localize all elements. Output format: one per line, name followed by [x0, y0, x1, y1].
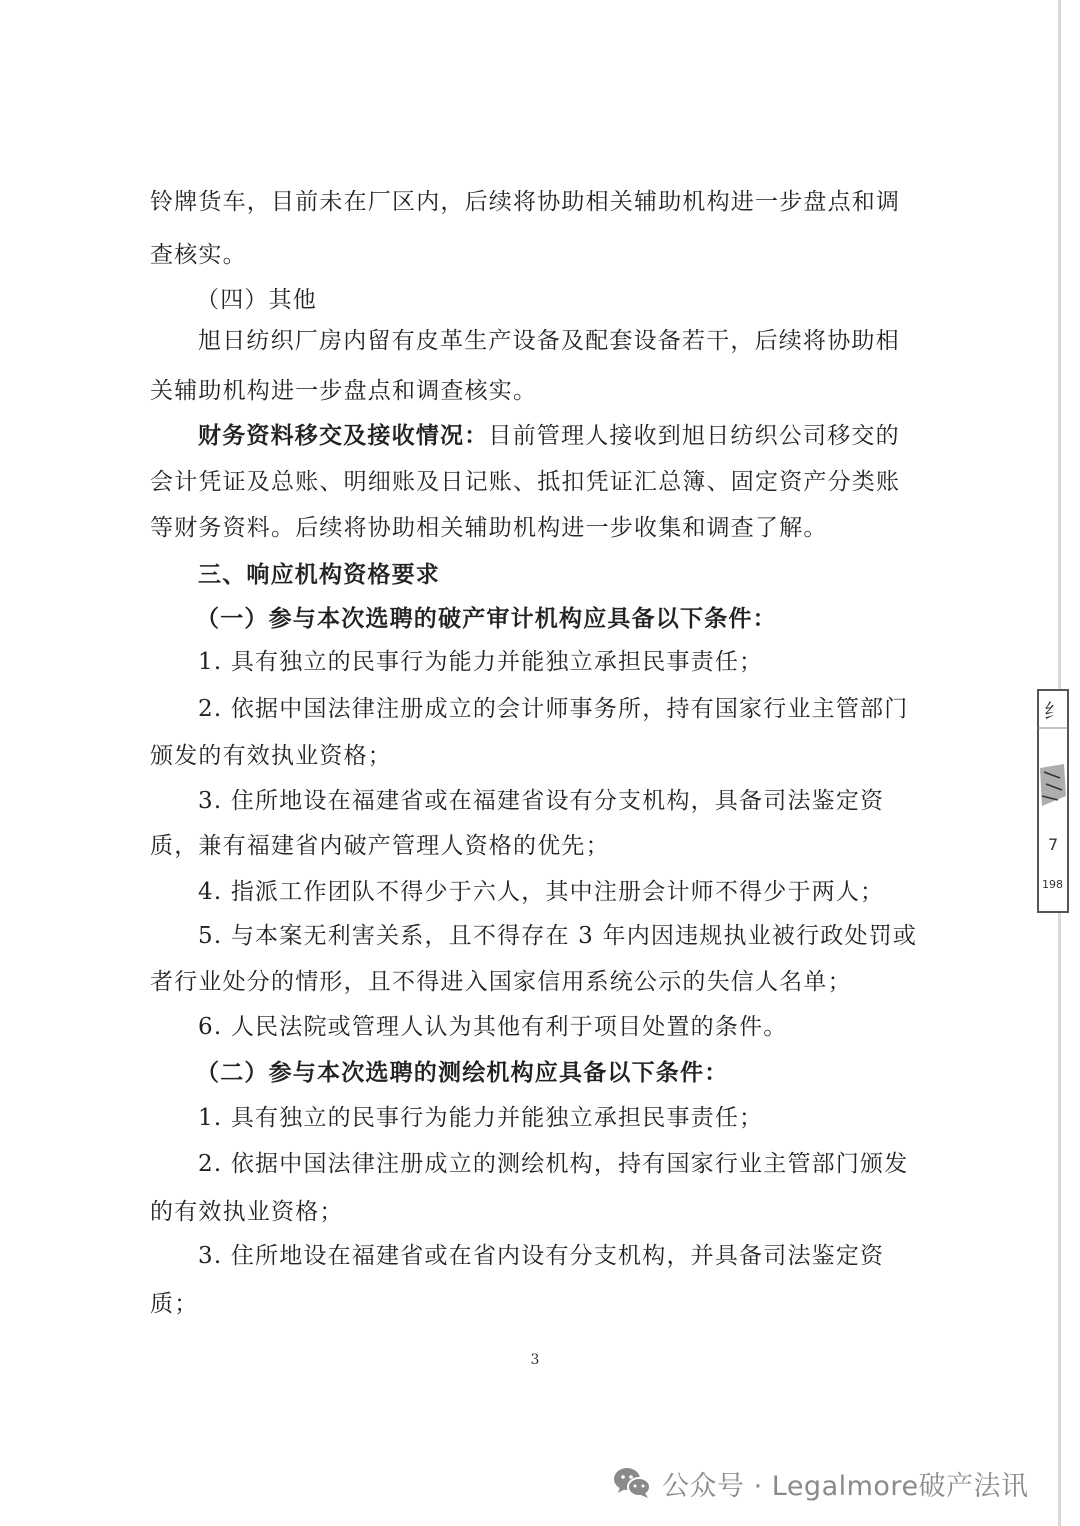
body-line: 旭日纺织厂房内留有皮革生产设备及配套设备若干，后续将协助相 [198, 328, 900, 354]
seal-text-bottom: 198 [1042, 878, 1063, 891]
body-line: 等财务资料。后续将协助相关辅助机构进一步收集和调查了解。 [150, 515, 828, 541]
body-line: 会计凭证及总账、明细账及日记账、抵扣凭证汇总簿、固定资产分类账 [150, 469, 901, 495]
section-heading-other: （四）其他 [196, 287, 317, 313]
page-number: 3 [530, 1352, 540, 1368]
list-item: 1. 具有独立的民事行为能力并能独立承担民事责任； [198, 649, 764, 675]
list-item-continuation: 者行业处分的情形，且不得进入国家信用系统公示的失信人名单； [150, 969, 852, 995]
finance-text: 目前管理人接收到旭日纺织公司移交的 [488, 423, 900, 449]
section-heading-qualification: 三、响应机构资格要求 [198, 561, 440, 588]
list-item: 1. 具有独立的民事行为能力并能独立承担民事责任； [198, 1105, 764, 1131]
list-item-continuation: 的有效执业资格； [150, 1199, 344, 1225]
finance-heading: 财务资料移交及接收情况： [198, 422, 489, 449]
seal-fragment [1034, 688, 1070, 914]
list-item: 3. 住所地设在福建省或在省内设有分支机构，并具备司法鉴定资 [198, 1243, 885, 1269]
body-line: 关辅助机构进一步盘点和调查核实。 [150, 378, 538, 404]
watermark [612, 1458, 1029, 1508]
subsection-heading-survey: （二）参与本次选聘的测绘机构应具备以下条件： [196, 1059, 729, 1086]
subsection-heading-audit: （一）参与本次选聘的破产审计机构应具备以下条件： [196, 605, 777, 632]
seal-text-middle: 7 [1048, 835, 1059, 854]
list-item: 4. 指派工作团队不得少于六人，其中注册会计师不得少于两人； [198, 879, 885, 905]
finance-paragraph-line [198, 424, 960, 448]
list-item: 6. 人民法院或管理人认为其他有利于项目处置的条件。 [198, 1014, 788, 1040]
wechat-icon [612, 1465, 652, 1501]
list-item: 2. 依据中国法律注册成立的会计师事务所，持有国家行业主管部门 [198, 696, 909, 722]
list-item: 5. 与本案无利害关系，且不得存在 3 年内因违规执业被行政处罚或 [198, 923, 918, 949]
seal-text-top: 纟 [1044, 699, 1064, 723]
list-item-continuation: 质； [150, 1291, 199, 1317]
list-item-continuation: 颁发的有效执业资格； [150, 743, 392, 769]
body-line: 查核实。 [150, 242, 247, 268]
list-item: 2. 依据中国法律注册成立的测绘机构，持有国家行业主管部门颁发 [198, 1151, 909, 1177]
watermark-text: 公众号 · Legalmore破产法讯 [662, 1470, 1029, 1502]
list-item: 3. 住所地设在福建省或在福建省设有分支机构，具备司法鉴定资 [198, 788, 885, 814]
body-line: 铃牌货车，目前未在厂区内，后续将协助相关辅助机构进一步盘点和调 [150, 189, 901, 215]
list-item-continuation: 质，兼有福建省内破产管理人资格的优先； [150, 833, 610, 859]
